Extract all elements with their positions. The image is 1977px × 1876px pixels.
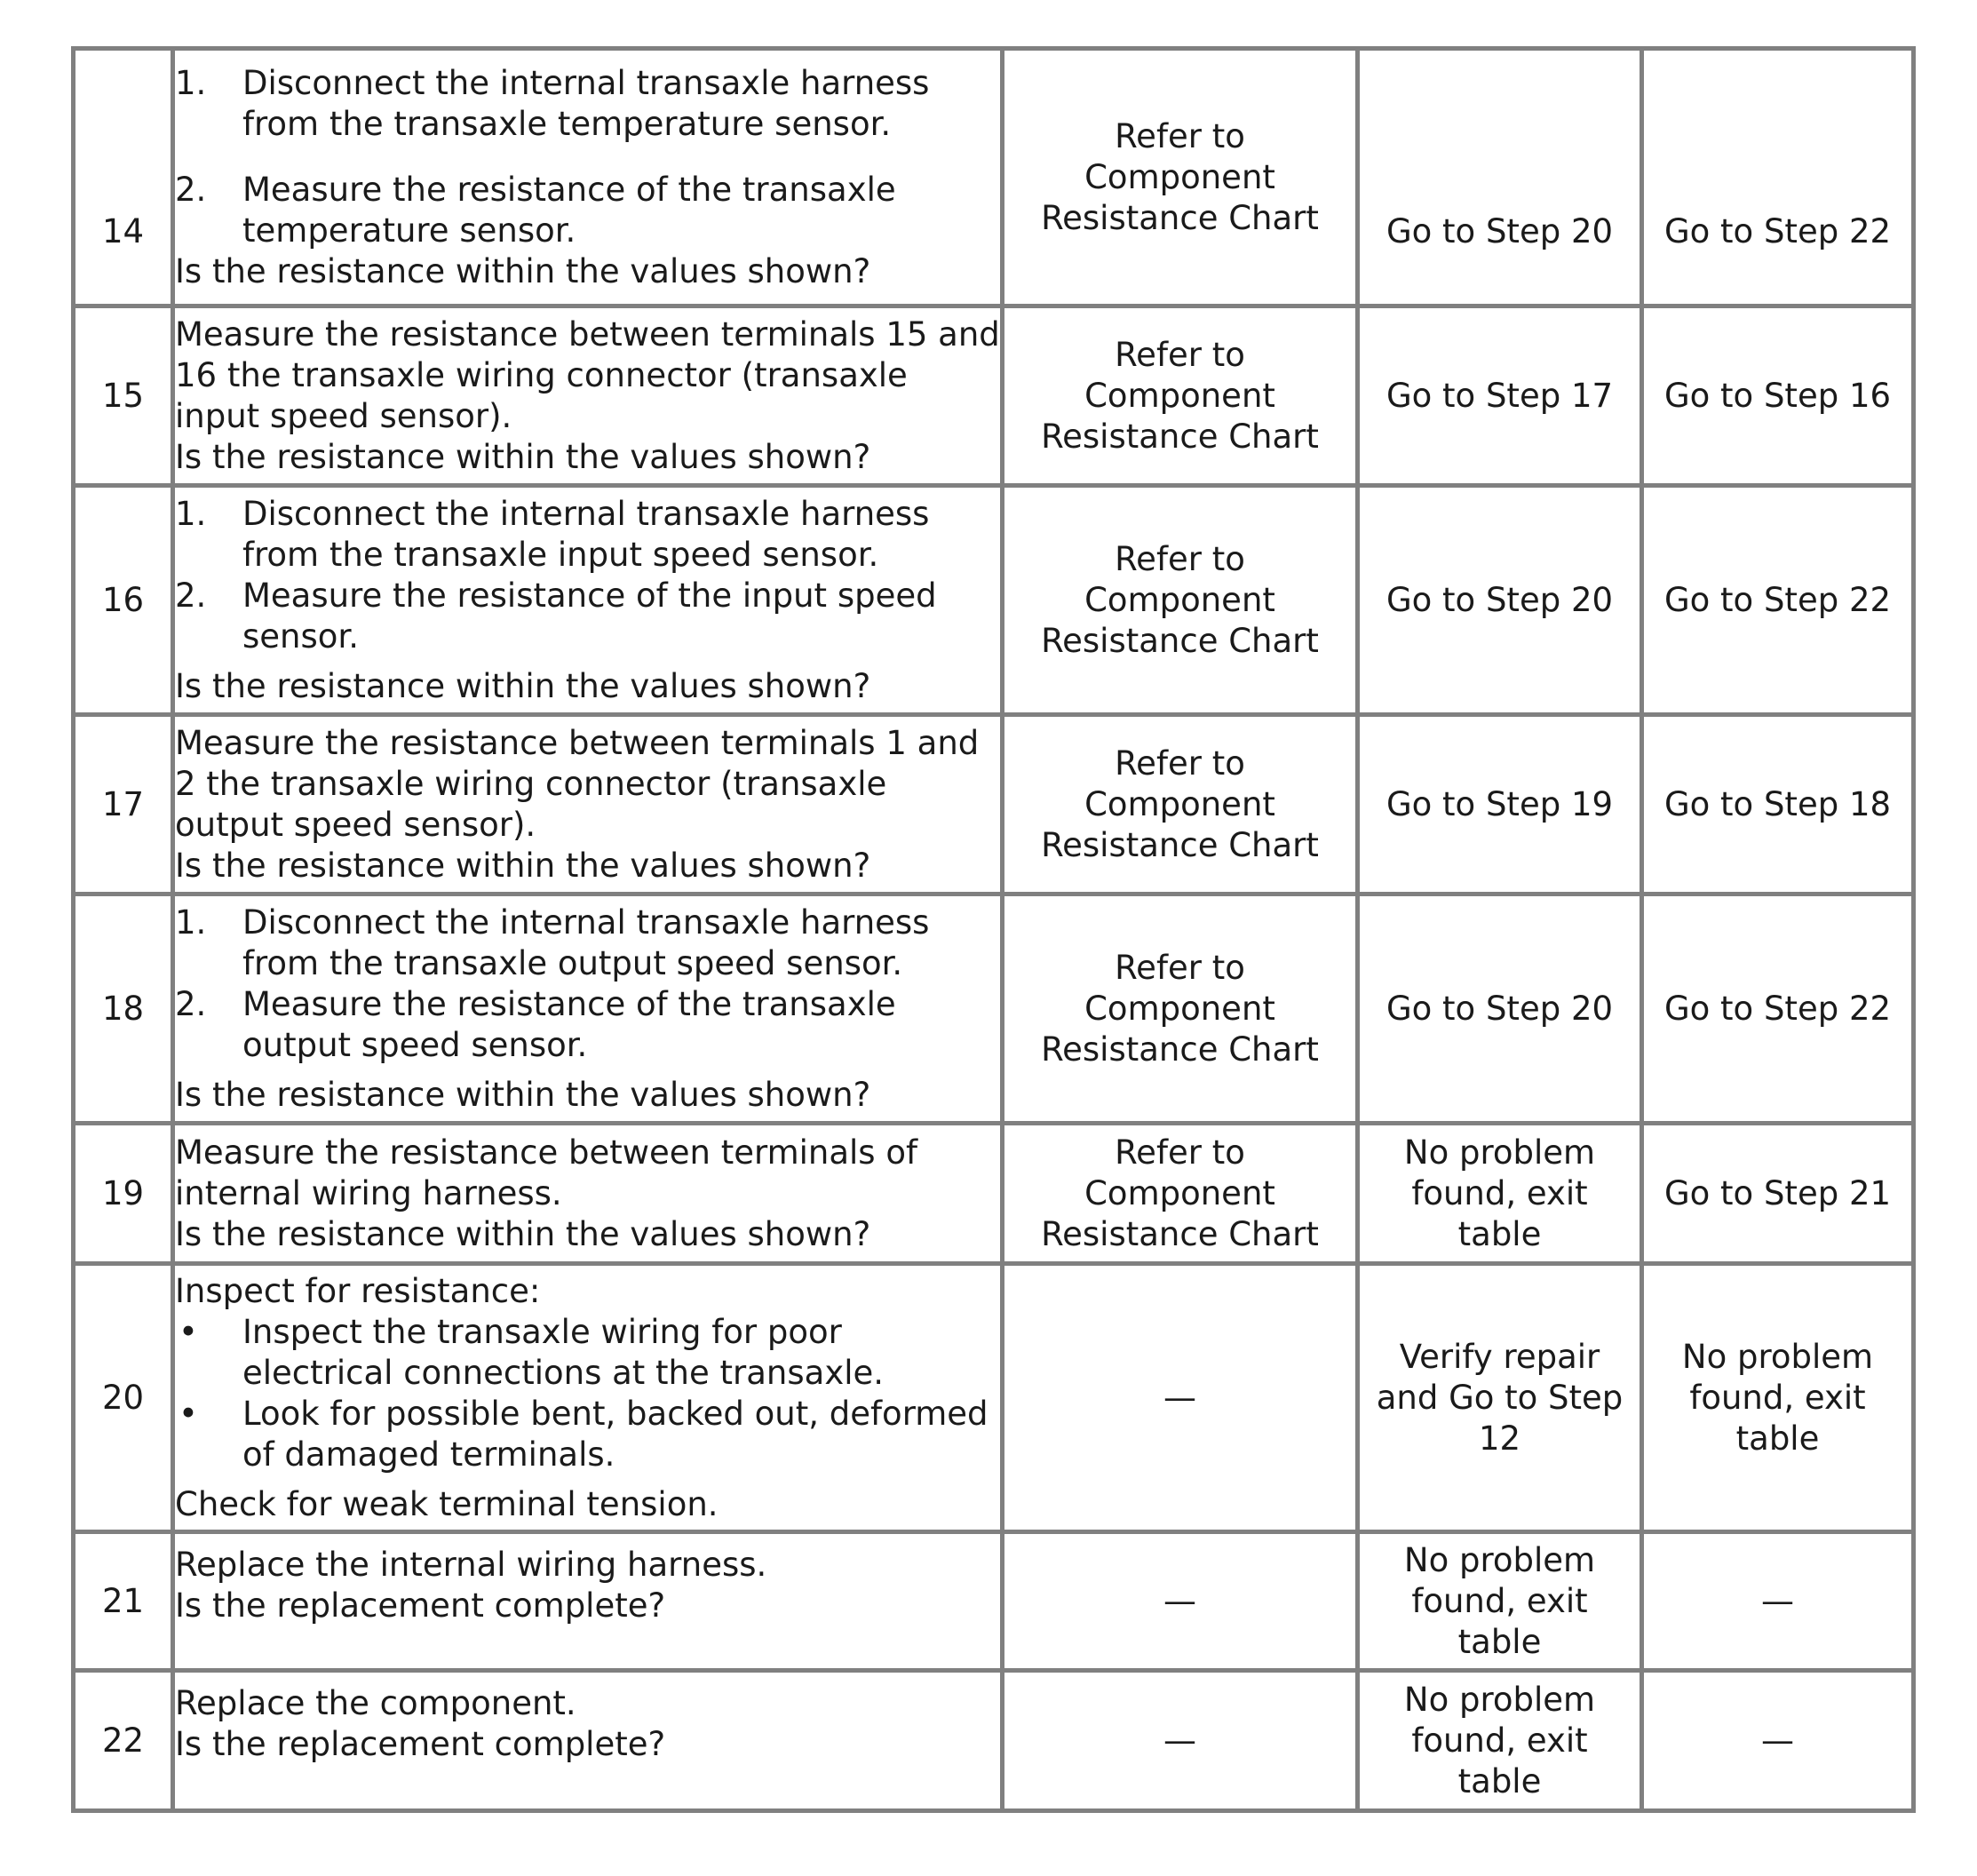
question-text: Is the replacement complete? [175,1725,666,1763]
action-cell [173,1264,1003,1532]
action-text: Inspect for resistance: [175,1271,541,1310]
table-row-step-17 [74,715,1914,894]
step-number: 18 [74,894,173,1124]
value-cell: — [1003,1532,1358,1671]
action-cell [173,894,1003,1124]
step-number: 21 [74,1532,173,1671]
item-marker: 2. [175,170,207,209]
action-text: Measure the resistance between terminals 1 and 2 the transaxle wiring connector (transaxle output speed sensor). [175,723,980,844]
action-cell [173,306,1003,486]
action-text: Replace the component. [175,1684,576,1722]
yes-cell: Verify repair and Go to Step 12 [1358,1264,1642,1532]
value-cell: Refer to Component Resistance Chart [1003,715,1358,894]
no-cell: Go to Step 16 [1642,306,1914,486]
numbered-item [175,576,1000,657]
question-text: Is the resistance within the values shown? [175,846,871,885]
action-cell [173,1671,1003,1811]
bullet-item [175,1394,1000,1475]
question-text: Is the replacement complete? [175,1586,666,1625]
question-text: Is the resistance within the values shown? [175,1075,871,1114]
question-text: Is the resistance within the values shown? [175,437,871,476]
no-cell: — [1642,1532,1914,1671]
table-row-step-16 [74,486,1914,715]
action-text: Measure the resistance between terminals 15 and 16 the transaxle wiring connector (transaxle input speed sensor). [175,314,1000,435]
yes-cell: Go to Step 20 [1358,486,1642,715]
value-cell: Refer to Component Resistance Chart [1003,49,1358,306]
step-number: 14 [74,49,173,306]
item-text: Disconnect the internal transaxle harness from the transaxle output speed sensor. [242,902,930,982]
no-cell: Go to Step 22 [1642,49,1914,306]
value-cell: Refer to Component Resistance Chart [1003,306,1358,486]
item-text: Disconnect the internal transaxle harness from the transaxle input speed sensor. [242,494,930,574]
bullet-icon: • [179,1312,198,1351]
item-text: Measure the resistance of the input speed sensor. [242,576,937,656]
table-row-step-18 [74,894,1914,1124]
no-cell: Go to Step 22 [1642,486,1914,715]
step-number: 16 [74,486,173,715]
action-cell [173,1124,1003,1264]
diagnostic-table [71,46,1916,1813]
table-row-step-20 [74,1264,1914,1532]
value-cell: Refer to Component Resistance Chart [1003,1124,1358,1264]
numbered-item [175,494,1000,576]
numbered-item [175,902,1000,984]
action-cell [173,49,1003,306]
step-number: 19 [74,1124,173,1264]
no-cell: Go to Step 21 [1642,1124,1914,1264]
question-text: Check for weak terminal tension. [175,1484,719,1523]
bullet-text: Inspect the transaxle wiring for poor electrical connections at the transaxle. [242,1312,885,1392]
step-number: 15 [74,306,173,486]
value-cell: Refer to Component Resistance Chart [1003,894,1358,1124]
step-number: 17 [74,715,173,894]
bullet-text: Look for possible bent, backed out, deformed of damaged terminals. [242,1394,988,1474]
yes-cell: No problem found, exit table [1358,1124,1642,1264]
question-text: Is the resistance within the values shown? [175,666,871,705]
yes-cell: Go to Step 20 [1358,894,1642,1124]
bullet-icon: • [179,1394,198,1433]
table-row-step-22 [74,1671,1914,1811]
action-cell [173,486,1003,715]
item-marker: 1. [175,494,207,533]
value-cell: Refer to Component Resistance Chart [1003,486,1358,715]
action-text: Measure the resistance between terminals of internal wiring harness. [175,1133,918,1212]
yes-cell: No problem found, exit table [1358,1671,1642,1811]
yes-cell: Go to Step 20 [1358,49,1642,306]
table-row-step-19 [74,1124,1914,1264]
question-text: Is the resistance within the values shown? [175,251,871,290]
step-number: 20 [74,1264,173,1532]
value-cell: — [1003,1264,1358,1532]
step-number: 22 [74,1671,173,1811]
item-text: Measure the resistance of the transaxle temperature sensor. [242,170,896,250]
numbered-item [175,984,1000,1066]
question-text: Is the resistance within the values shown? [175,1214,871,1253]
value-cell: — [1003,1671,1358,1811]
no-cell: Go to Step 22 [1642,894,1914,1124]
table-row-step-21 [74,1532,1914,1671]
numbered-item [175,63,1000,145]
no-cell: — [1642,1671,1914,1811]
no-cell: Go to Step 18 [1642,715,1914,894]
action-cell [173,1532,1003,1671]
action-cell [173,715,1003,894]
table-row-step-15 [74,306,1914,486]
item-text: Disconnect the internal transaxle harness from the transaxle temperature sensor. [242,63,930,143]
table-row-step-14 [74,49,1914,306]
bullet-item [175,1312,1000,1394]
item-text: Measure the resistance of the transaxle output speed sensor. [242,984,896,1064]
yes-cell: Go to Step 19 [1358,715,1642,894]
no-cell: No problem found, exit table [1642,1264,1914,1532]
action-text: Replace the internal wiring harness. [175,1546,767,1584]
item-marker: 2. [175,984,207,1023]
yes-cell: No problem found, exit table [1358,1532,1642,1671]
yes-cell: Go to Step 17 [1358,306,1642,486]
item-marker: 1. [175,902,207,942]
item-marker: 2. [175,576,207,615]
numbered-item [175,170,1000,251]
item-marker: 1. [175,63,207,102]
